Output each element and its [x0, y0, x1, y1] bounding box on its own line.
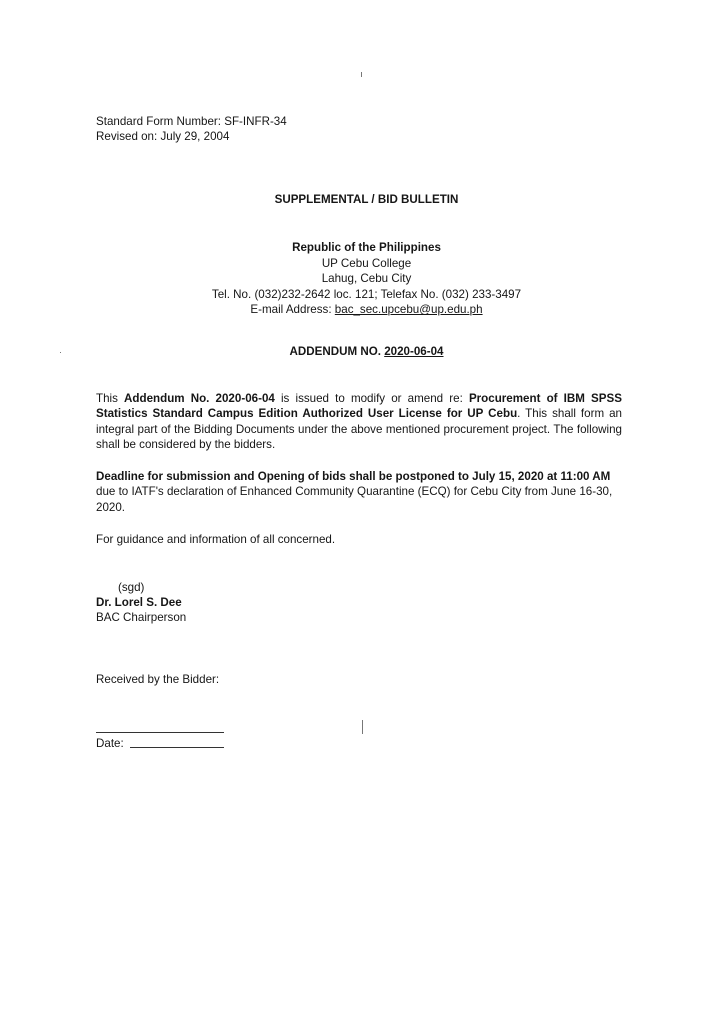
document-title — [0, 192, 727, 207]
p2-reason: due to IATF's declaration of Enhanced Community Quarantine (ECQ) for Cebu City from June 16-30, 2020. — [96, 485, 613, 514]
signature-sgd: (sgd) — [118, 581, 145, 594]
p1-addendum-ref: Addendum No. 2020-06-04 — [124, 392, 275, 405]
date-label: Date: — [96, 737, 124, 750]
form-number: Standard Form Number: SF-INFR-34 — [96, 115, 287, 128]
revised-date: Revised on: July 29, 2004 — [96, 130, 230, 143]
agency-block — [0, 240, 727, 318]
agency-country: Republic of the Philippines — [292, 241, 441, 254]
paragraph-deadline — [96, 469, 622, 515]
received-by-label: Received by the Bidder: — [96, 673, 220, 686]
document-title-text: SUPPLEMENTAL / BID BULLETIN — [274, 193, 459, 206]
addendum-number: 2020-06-04 — [384, 345, 444, 358]
scan-speck — [60, 352, 61, 353]
agency-name: UP Cebu College — [321, 256, 412, 270]
p1-text-a: This — [96, 392, 125, 405]
agency-phone: Tel. No. (032)232-2642 loc. 121; Telefax No. (032) 233-3497 — [211, 287, 522, 301]
scan-speck — [362, 720, 363, 734]
agency-address: Lahug, Cebu City — [321, 272, 412, 286]
agency-email-line — [3, 302, 727, 318]
addendum-label: ADDENDUM NO. — [289, 345, 385, 358]
paragraph-guidance: For guidance and information of all concerned. — [96, 533, 336, 546]
p1-procurement-title: Procurement of IBM SPSS Statistics Standard Campus Edition Authorized User License for UP Cebu — [96, 392, 622, 421]
p2-deadline: Deadline for submission and Opening of bids shall be postponed to July 15, 2020 at 11:00 AM — [96, 470, 611, 483]
addendum-heading — [0, 344, 727, 359]
paragraph-purpose — [96, 391, 622, 453]
signatory-name: Dr. Lorel S. Dee — [96, 596, 182, 609]
p1-text-e: . This shall form an integral part of the Bidding Documents under the above mentioned procurement project. The following shall be considered by the bidders. — [96, 407, 622, 452]
agency-email[interactable]: bac_sec.upcebu@up.edu.ph — [334, 303, 483, 317]
bidder-signature-line[interactable] — [96, 732, 224, 733]
signatory-title: BAC Chairperson — [96, 611, 187, 624]
scan-speck — [361, 72, 362, 77]
agency-email-label: E-mail Address: — [250, 303, 335, 317]
date-line[interactable] — [130, 747, 224, 748]
p1-text-c: is issued to modify or amend re: — [274, 392, 469, 405]
